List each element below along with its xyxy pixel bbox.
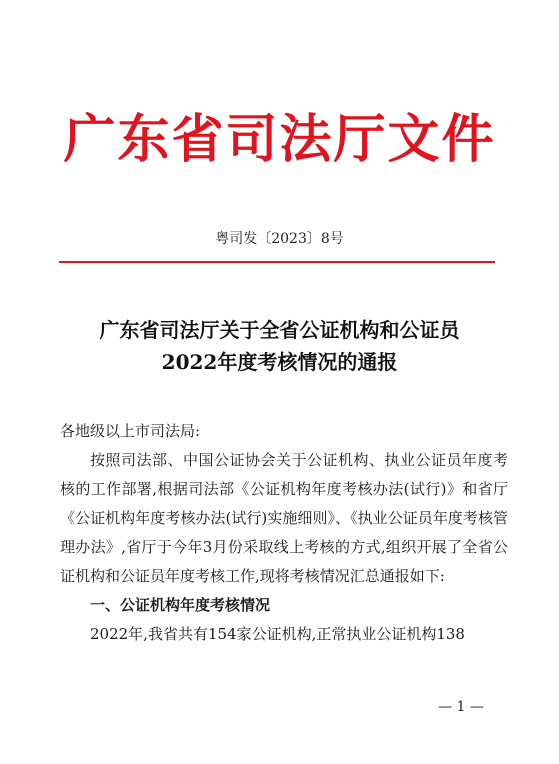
notice-title-line-1: 广东省司法厅关于全省公证机构和公证员 [99,318,460,342]
body-paragraph-1: 按照司法部、中国公证协会关于公证机构、执业公证员年度考核的工作部署,根据司法部《公证机构年度考核办法(试行)》和省厅《公证机构年度考核办法(试行)实施细则》、《执业公证员年度考核管理办法》,省厅于今年3月份采取线上考核的方式,组织开展了全省公证机构和公证员年度考核工作,现将考核情况汇总通报如下: [60,451,508,585]
notice-title [0,314,559,378]
section-heading-1: 一、公证机构年度考核情况 [90,596,271,614]
notice-title-line-2: 2022年度考核情况的通报 [161,350,398,374]
document-number: 粤司发〔2023〕8号 [215,231,344,247]
document-body [60,417,508,649]
document-header-title: 广东省司法厅文件 [63,109,496,170]
salutation: 各地级以上市司法局: [60,422,201,440]
page-number: — 1 — [438,699,484,715]
body-paragraph-2: 2022年,我省共有154家公证机构,正常执业公证机构138 [90,625,465,643]
red-divider-line [59,261,495,263]
